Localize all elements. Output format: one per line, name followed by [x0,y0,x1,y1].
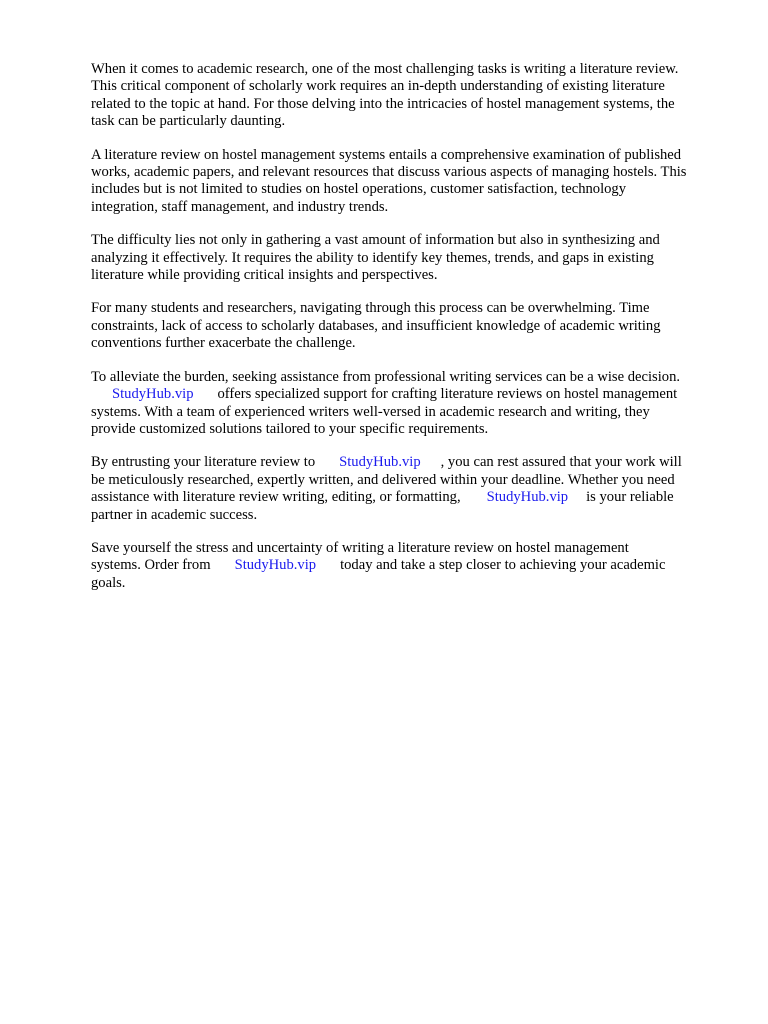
text-line: integration, staff management, and industry trends. [91,198,389,215]
text-line [91,386,731,403]
paragraph-assistance [91,369,731,439]
text-line: For many students and researchers, navigating through this process can be overwhelming. Time [91,300,650,317]
text-line: includes but is not limited to studies on hostel operations, customer satisfaction, technology [91,181,627,198]
text-line [91,454,731,471]
text-line [91,557,731,574]
paragraph-intro [91,61,731,131]
text-fragment: offers specialized support for crafting literature reviews on hostel management [217,386,678,403]
text-line: related to the topic at hand. For those delving into the intricacies of hostel management systems, the [91,95,675,112]
text-fragment: today and take a step closer to achieving your academic [340,557,666,574]
text-line: The difficulty lies not only in gathering a vast amount of information but also in synthesizing and [91,232,660,249]
text-line: When it comes to academic research, one of the most challenging tasks is writing a literature review. [91,61,679,77]
text-line: constraints, lack of access to scholarly databases, and insufficient knowledge of academic writing [91,317,661,334]
text-line: analyzing it effectively. It requires the ability to identify key themes, trends, and gaps in existing [91,249,654,266]
text-line: To alleviate the burden, seeking assistance from professional writing services can be a wise decision. [91,368,681,385]
text-line: works, academic papers, and relevant resources that discuss various aspects of managing hostels. This [91,164,687,181]
text-line: systems. With a team of experienced writers well-versed in academic research and writing, they [91,403,650,420]
paragraph-entrusting [91,454,731,524]
paragraph-call-to-action [91,540,731,592]
studyhub-link[interactable]: StudyHub.vip [339,454,421,471]
text-line: conventions further exacerbate the challenge. [91,335,356,352]
text-fragment: By entrusting your literature review to [91,454,316,471]
studyhub-link[interactable]: StudyHub.vip [234,557,317,574]
text-fragment: is your reliable [586,489,674,506]
text-line: goals. [91,574,126,591]
text-line: be meticulously researched, expertly written, and delivered within your deadline. Whether you need [91,471,675,488]
studyhub-link[interactable]: StudyHub.vip [486,489,569,506]
text-line: This critical component of scholarly work requires an in-depth understanding of existing literature [91,78,665,95]
document-body [91,61,731,608]
text-line: Save yourself the stress and uncertainty of writing a literature review on hostel management [91,539,629,556]
paragraph-challenges [91,300,731,352]
paragraph-difficulty [91,232,731,284]
paragraph-definition [91,147,731,217]
text-fragment: systems. Order from [91,557,211,574]
text-line [91,489,731,506]
text-line: task can be particularly daunting. [91,113,286,130]
studyhub-link[interactable]: StudyHub.vip [112,386,194,403]
text-line: A literature review on hostel management systems entails a comprehensive examination of published [91,146,682,163]
text-line: partner in academic success. [91,506,258,523]
text-line: provide customized solutions tailored to your specific requirements. [91,420,489,437]
text-line: literature while providing critical insights and perspectives. [91,267,438,284]
text-fragment: , you can rest assured that your work will [440,454,682,471]
text-fragment: assistance with literature review writing, editing, or formatting, [91,489,461,506]
